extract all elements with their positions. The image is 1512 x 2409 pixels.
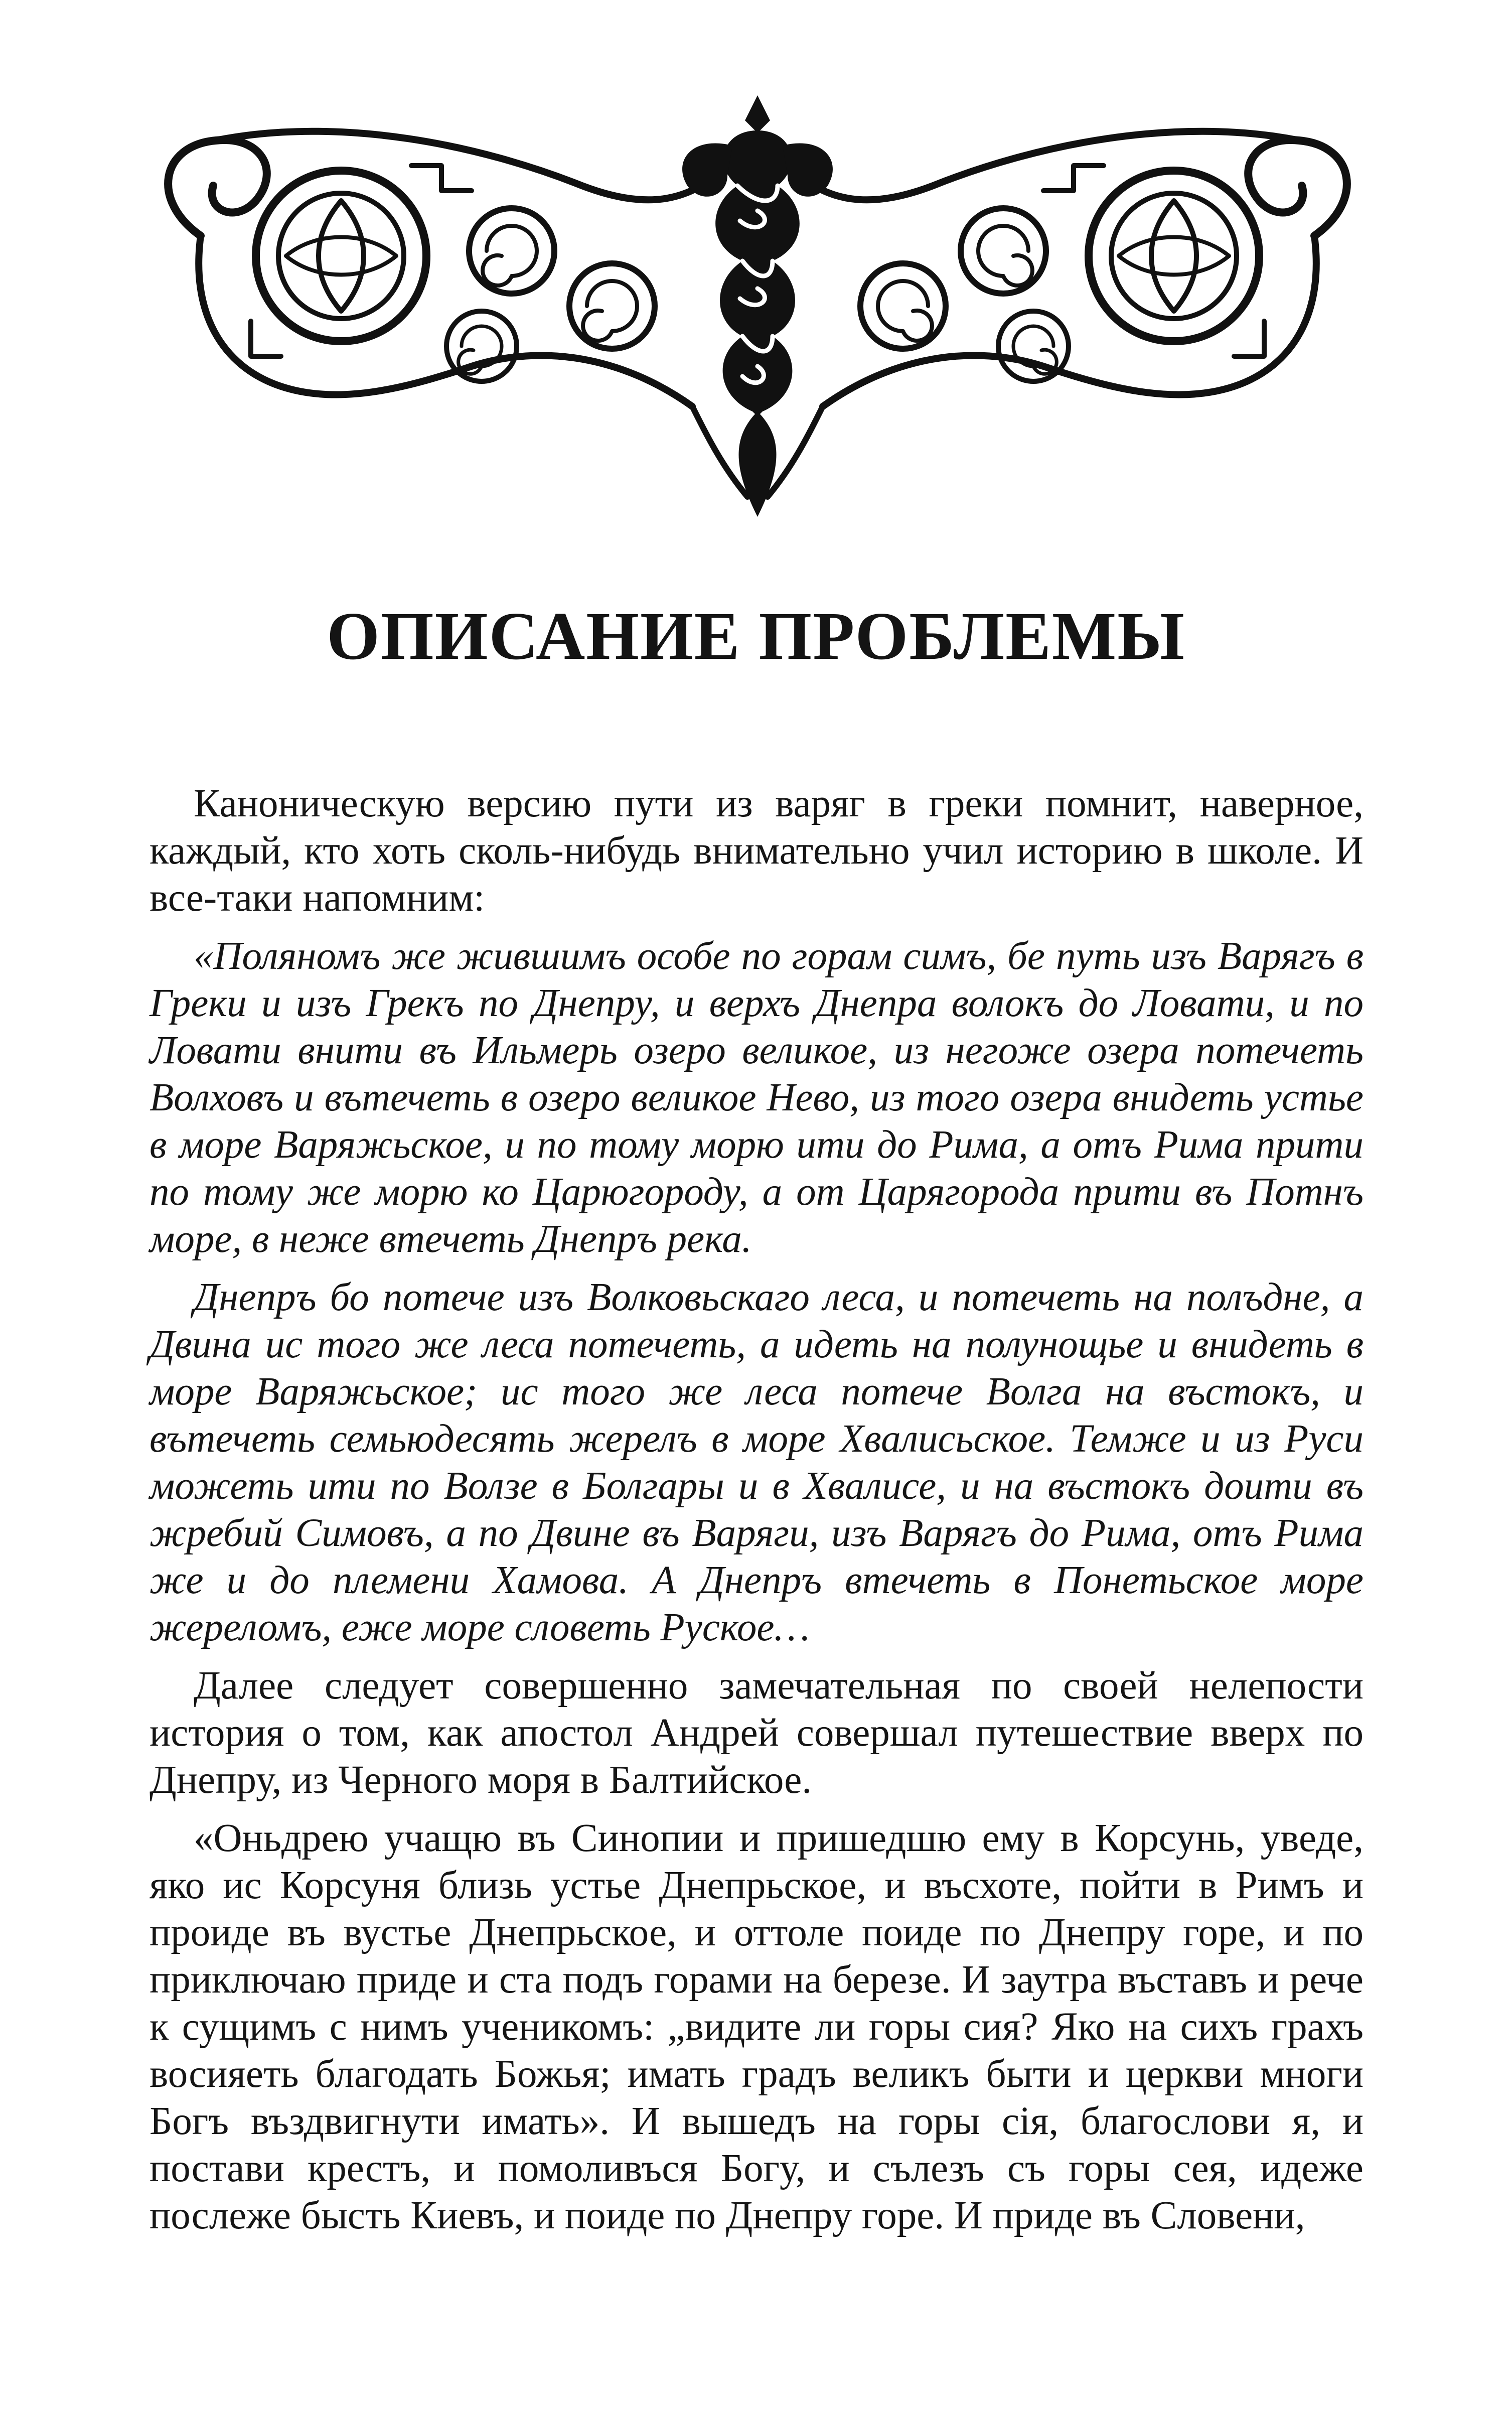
paragraph: Каноническую версию пути из варяг в греки помнит, наверное, каждый, кто хоть сколь-нибудь внимательно учил историю в школе. И все-таки напомним: [149, 782, 1364, 920]
chronicle-quote-paragraph: «Поляномъ же жившимъ особе по горам симъ, бе путь изъ Варягъ в Греки и изъ Грекъ по Днепру, и верхъ Днепра волокъ до Ловати, и по Ловати внити въ Ильмерь озеро великое, из негоже озера потечеть Волховъ и вътечеть в озеро великое Нево, из того озера внидеть устье в море Варяжьское, и по тому морю ити до Рима, а отъ Рима прити по тому же морю ко Царюгороду, а от Царягорода прити въ Потнъ море, в неже втечеть Днепръ река. [149, 934, 1364, 1261]
page-title: ОПИСАНИЕ ПРОБЛЕМЫ [327, 599, 1185, 674]
paragraph: Далее следует совершенно замечательная по своей нелепости история о том, как апостол Андрей совершал путешествие вверх по Днепру, из Черного моря в Балтийское. [149, 1664, 1364, 1802]
ornamental-knotwork-headpiece-icon [130, 85, 1385, 532]
chronicle-quote-paragraph: «Оньдрею учащю въ Синопии и пришедшю ему в Корсунь, уведе, яко ис Корсуня близь устье Днепрьское, и въсхоте, пойти в Римъ и проиде въ вустье Днепрьское, и оттоле поиде по Днепру горе, и по приключаю приде и ста подъ горами на березе. И заутра въставъ и рече к сущимъ с нимъ ученикомъ: „видите ли горы сия? Яко на сихъ грахъ восияеть благодать Божья; имать градъ великъ быти и церкви многи Богъ въздвигнути имать». И вышедъ на горы сія, благослови я, и постави крестъ, и помоливъся Богу, и сълезъ съ горы сея, идеже послеже бысть Киевъ, и поиде по Днепру горе. И приде въ Словени, [149, 1816, 1364, 2237]
chronicle-quote-paragraph: Днепръ бо потече изъ Волковьскаго леса, и потечеть на полъдне, а Двина ис того же леса потечеть, а идеть на полунощье и внидеть в море Варяжьское; ис того же леса потече Волга на въстокъ, и вътечеть семьюдесять жерелъ в море Хвалисьское. Темже и из Руси можеть ити по Волзе в Болгары и в Хвалисе, и на въстокъ доити въ жребий Симовъ, а по Двине въ Варяги, изъ Варягъ до Рима, отъ Рима же и до племени Хамова. А Днепръ втечеть в Понетьское море жереломъ, еже море словеть Руское… [149, 1276, 1364, 1649]
body-text [149, 780, 1364, 2250]
